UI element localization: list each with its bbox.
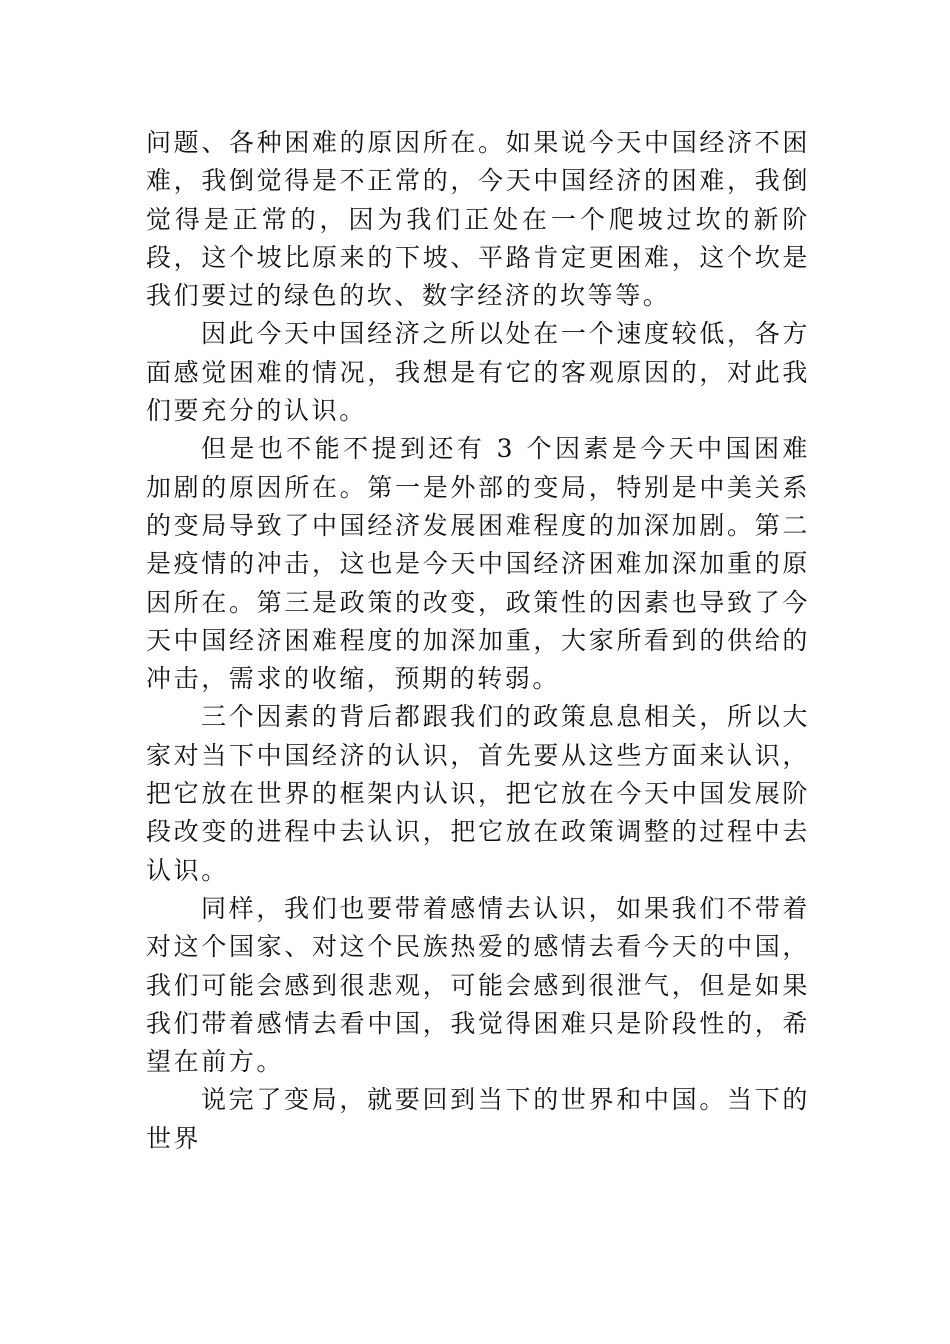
paragraph-4: 三个因素的背后都跟我们的政策息息相关，所以大家对当下中国经济的认识，首先要从这些方面来认识，把它放在世界的框架内认识，把它放在今天中国发展阶段改变的进程中去认识，把它放在政策调整的过程中去认识。	[146, 702, 810, 885]
paragraph-5: 同样，我们也要带着感情去认识，如果我们不带着对这个国家、对这个民族热爱的感情去看今天的中国，我们可能会感到很悲观，可能会感到很泄气，但是如果我们带着感情去看中国，我觉得困难只是阶段性的，希望在前方。	[146, 893, 810, 1077]
paragraph-3: 但是也不能不提到还有 3 个因素是今天中国困难加剧的原因所在。第一是外部的变局，特别是中美关系的变局导致了中国经济发展困难程度的加深加剧。第二是疫情的冲击，这也是今天中国经济困难加深加重的原因所在。第三是政策的改变，政策性的因素也导致了今天中国经济困难程度的加深加重，大家所看到的供给的冲击，需求的收缩，预期的转弱。	[146, 434, 810, 694]
paragraph-6: 说完了变局，就要回到当下的世界和中国。当下的世界	[146, 1085, 810, 1153]
paragraph-2: 因此今天中国经济之所以处在一个速度较低，各方面感觉困难的情况，我想是有它的客观原因的，对此我们要充分的认识。	[146, 319, 810, 426]
document-body	[146, 124, 810, 1158]
paragraph-1: 问题、各种困难的原因所在。如果说今天中国经济不困难，我倒觉得是不正常的，今天中国经济的困难，我倒觉得是正常的，因为我们正处在一个爬坡过坎的新阶段，这个坡比原来的下坡、平路肯定更困难，这个坎是我们要过的绿色的坎、数字经济的坎等等。	[146, 128, 810, 311]
